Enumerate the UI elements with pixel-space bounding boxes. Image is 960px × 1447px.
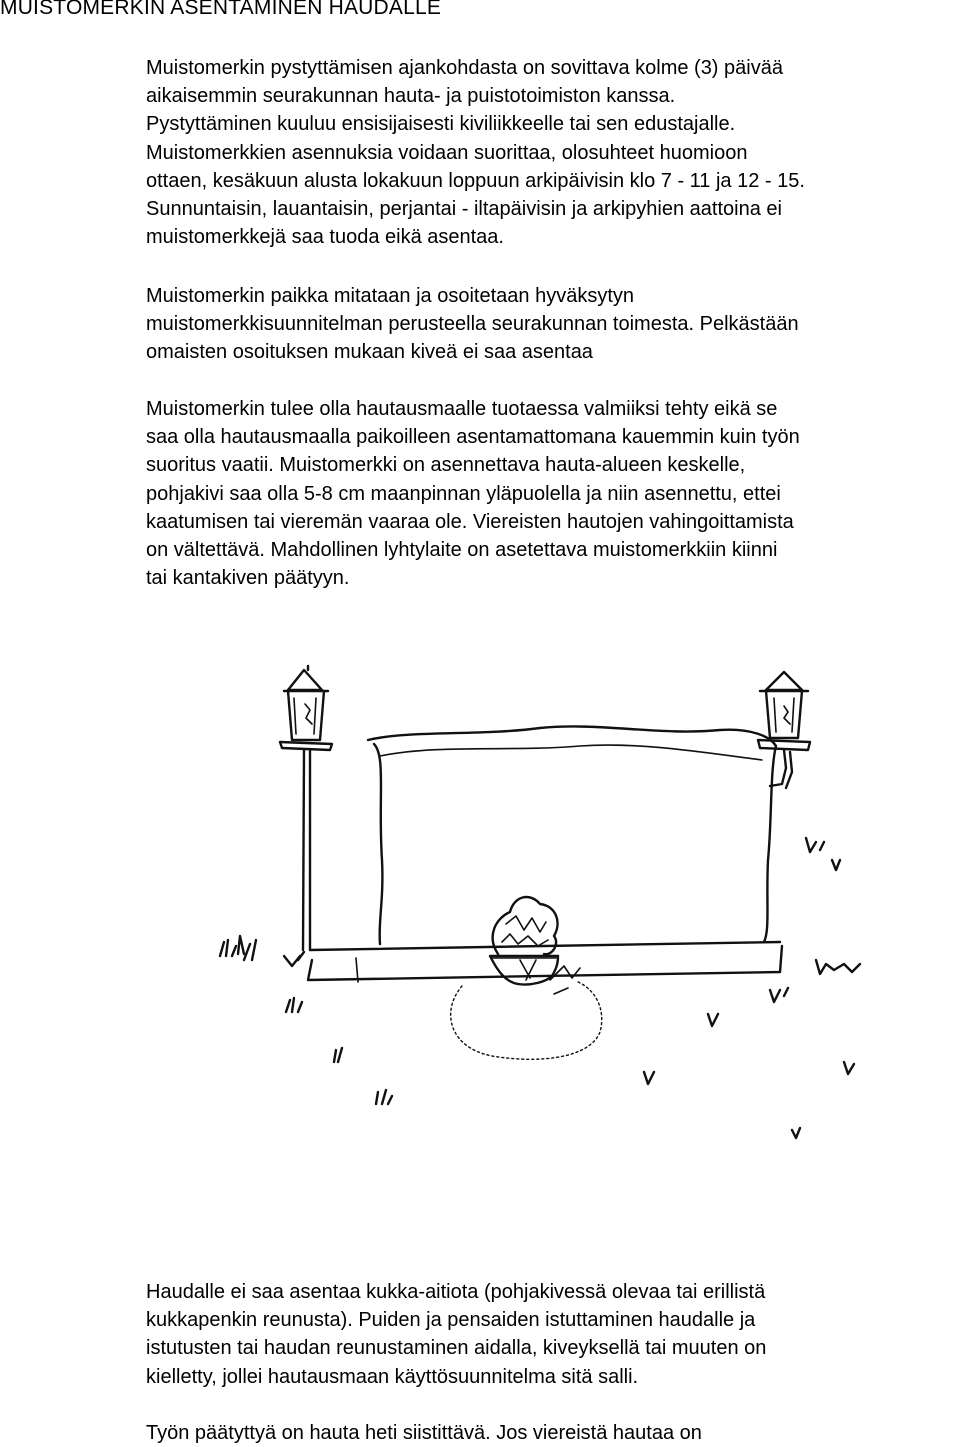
paragraph-flowerbed-restrictions (146, 1278, 946, 1391)
text-line: saa olla hautausmaalla paikoilleen asentamattomana kauemmin kuin työn (146, 426, 800, 449)
gravestone-icon (308, 726, 782, 982)
paragraph-location-measurement (146, 282, 946, 367)
text-line: muistomerkkisuunnitelman perusteella seurakunnan toimesta. Pelkästään (146, 313, 799, 336)
text-line: kukkapenkin reunusta). Puiden ja pensaiden istuttaminen haudalle ja (146, 1309, 756, 1332)
paragraph-installation-requirements (146, 395, 946, 592)
left-lantern-icon (280, 666, 332, 950)
text-line: Työn päätyttyä on hauta heti siistittävä. Jos viereistä hautaa on (146, 1422, 702, 1444)
text-line: kielletty, jollei hautausmaan käyttösuunnitelma sitä salli. (146, 1365, 639, 1388)
text-line: Haudalle ei saa asentaa kukka-aitiota (pohjakivessä olevaa tai erillistä (146, 1281, 766, 1303)
right-lantern-icon (758, 672, 810, 788)
paragraph-installation-schedule (146, 54, 946, 251)
text-line: Muistomerkin paikka mitataan ja osoitetaan hyväksytyn (146, 285, 635, 307)
text-line: suoritus vaatii. Muistomerkki on asennettava hauta-alueen keskelle, (146, 454, 746, 477)
gravestone-with-lanterns-sketch-icon (180, 660, 900, 1140)
text-line: Muistomerkin pystyttämisen ajankohdasta on sovittava kolme (3) päivää (146, 57, 783, 79)
gravestone-illustration (180, 660, 900, 1140)
text-line: ottaen, kesäkuun alusta lokakuun loppuun arkipäivisin klo 7 - 11 ja 12 - 15. (146, 169, 805, 192)
grass-tufts-icon (220, 838, 860, 1138)
text-line: tai kantakiven päätyyn. (146, 567, 350, 590)
text-line: omaisten osoituksen mukaan kiveä ei saa asentaa (146, 341, 593, 364)
page-title: MUISTOMERKIN ASENTAMINEN HAUDALLE (0, 0, 442, 19)
text-line: Pystyttäminen kuuluu ensisijaisesti kiviliikkeelle tai sen edustajalle. (146, 113, 736, 136)
gravel-area-icon (451, 982, 602, 1059)
text-line: aikaisemmin seurakunnan hauta- ja puistotoimiston kanssa. (146, 85, 676, 108)
paragraph-cleanup (146, 1419, 946, 1447)
text-line: pohjakivi saa olla 5-8 cm maanpinnan yläpuolella ja niin asennettu, ettei (146, 482, 781, 505)
text-line: Muistomerkin tulee olla hautausmaalle tuotaessa valmiiksi tehty eikä se (146, 398, 778, 420)
text-line: istutusten tai haudan reunustaminen aidalla, kiveyksellä tai muuten on (146, 1337, 767, 1360)
text-line: Muistomerkkien asennuksia voidaan suorittaa, olosuhteet huomioon (146, 141, 748, 164)
text-line: on vältettävä. Mahdollinen lyhtylaite on asetettava muistomerkkiin kiinni (146, 539, 778, 562)
text-line: kaatumisen tai vieremän vaaraa ole. Viereisten hautojen vahingoittamista (146, 510, 794, 533)
text-line: Sunnuntaisin, lauantaisin, perjantai - iltapäivisin ja arkipyhien aattoina ei (146, 198, 782, 221)
text-line: muistomerkkejä saa tuoda eikä asentaa. (146, 226, 504, 249)
